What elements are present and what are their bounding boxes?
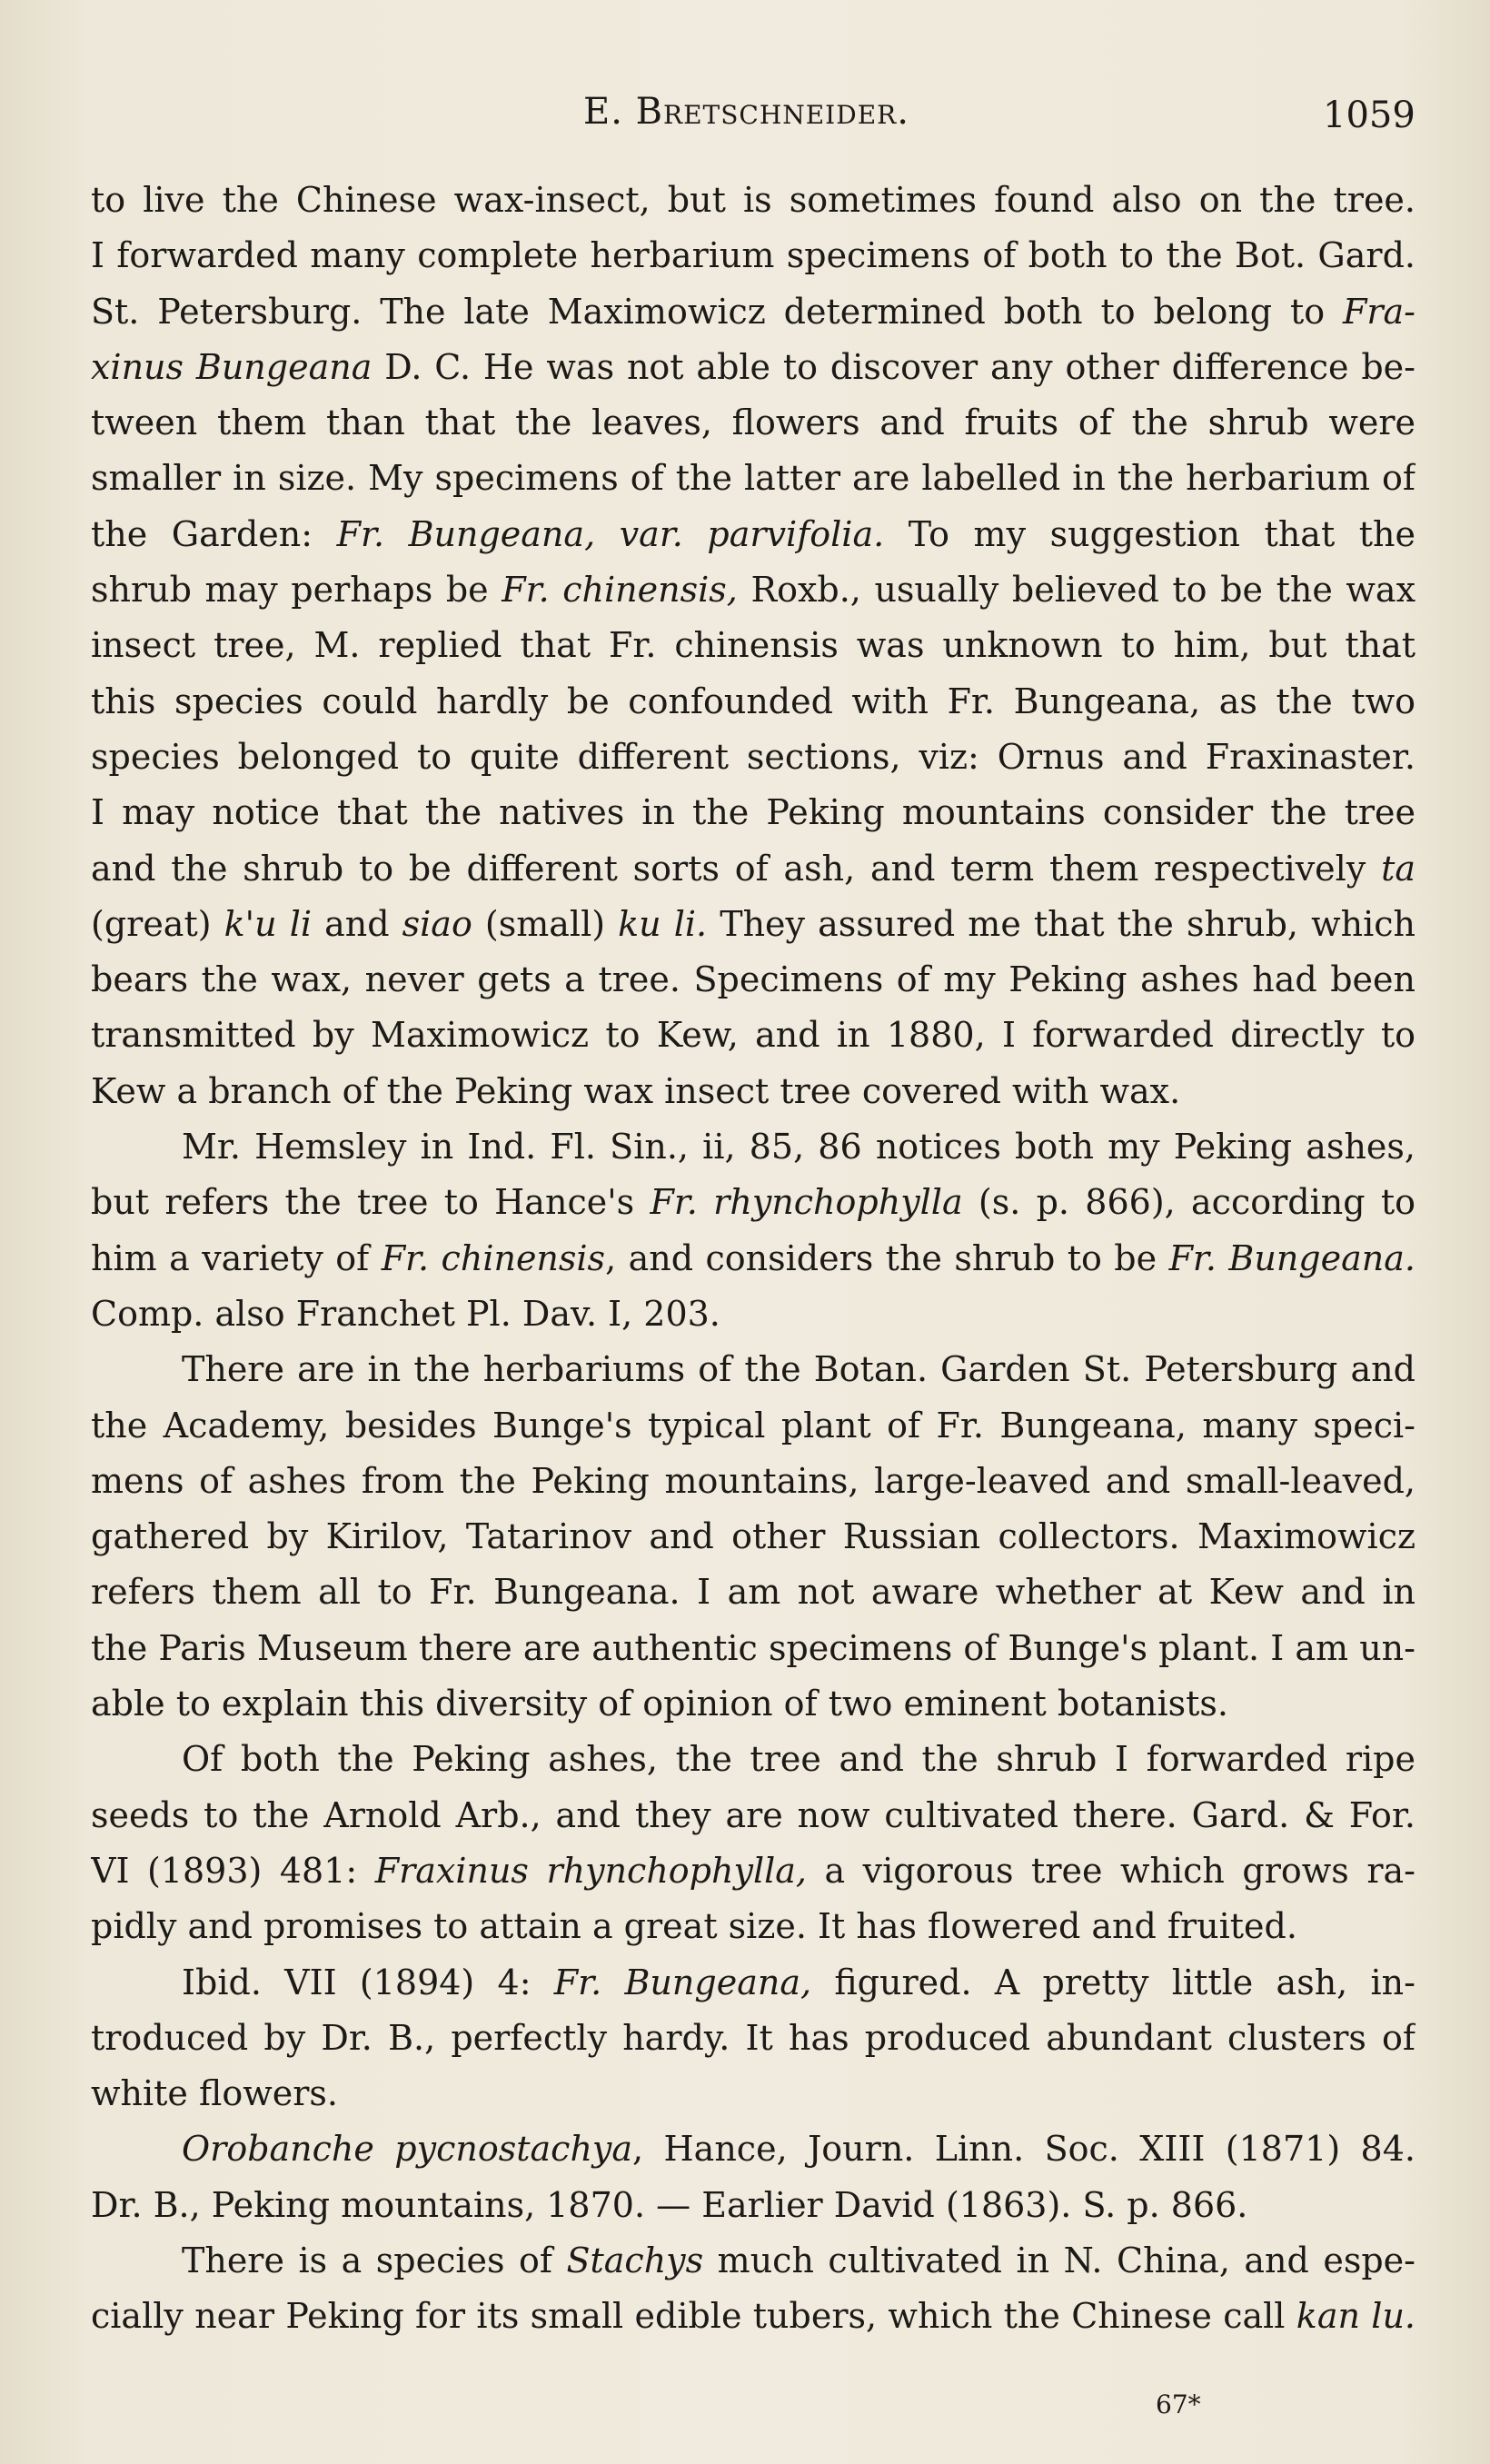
paragraph-ibid bbox=[91, 1955, 1416, 2122]
text-line: tween them than that the leaves, flowers and fruits of the shrub were bbox=[91, 402, 1416, 443]
italic-taxon: Fra- bbox=[1342, 291, 1416, 332]
italic-term: kan lu. bbox=[1296, 2296, 1416, 2337]
body-text bbox=[91, 173, 1416, 2345]
text-line: this species could hardly be confounded with Fr. Bungeana, as the two bbox=[91, 681, 1416, 721]
text-line: Of both the Peking ashes, the tree and the shrub I forwarded ripe bbox=[182, 1739, 1416, 1780]
text-line: Ibid. VII (1894) 4: Fr. Bungeana, figured. A pretty little ash, in- bbox=[182, 1962, 1416, 2002]
page-number: 1059 bbox=[1323, 94, 1416, 136]
text-line: There is a species of Stachys much cultivated in N. China, and espe- bbox=[182, 2240, 1416, 2280]
text-line: xinus Bungeana D. C. He was not able to discover any other difference be- bbox=[91, 346, 1416, 387]
text-line: mens of ashes from the Peking mountains, large-leaved and small-leaved, bbox=[91, 1460, 1416, 1501]
paragraph-stachys bbox=[91, 2233, 1416, 2345]
text-line: Dr. B., Peking mountains, 1870. — Earlier David (1863). S. p. 866. bbox=[91, 2184, 1248, 2225]
italic-taxon: Stachys bbox=[566, 2240, 704, 2280]
text-line: seeds to the Arnold Arb., and they are now cultivated there. Gard. & For. bbox=[91, 1794, 1416, 1835]
text-line: bears the wax, never gets a tree. Specimens of my Peking ashes had been bbox=[91, 959, 1416, 1000]
italic-taxon: Fr. chinensis, bbox=[502, 570, 738, 611]
text-line: species belonged to quite different sections, viz: Ornus and Fraxinaster. bbox=[91, 736, 1416, 777]
text-line: him a variety of Fr. chinensis, and considers the shrub to be Fr. Bungeana. bbox=[91, 1237, 1416, 1278]
running-head: E. Bretschneider. bbox=[583, 91, 909, 133]
text-line: gathered by Kirilov, Tatarinov and other Russian collectors. Maximowicz bbox=[91, 1516, 1416, 1557]
text-line: white flowers. bbox=[91, 2073, 338, 2114]
italic-taxon: Fr. chinensis bbox=[381, 1237, 606, 1278]
text-line: the Paris Museum there are authentic specimens of Bunge's plant. I am un- bbox=[91, 1627, 1416, 1668]
paragraph-wax-ash bbox=[91, 173, 1416, 1119]
italic-taxon: xinus Bungeana bbox=[91, 346, 372, 387]
text-line: St. Petersburg. The late Maximowicz determined both to belong to Fra- bbox=[91, 291, 1416, 332]
italic-taxon: Fr. Bungeana. bbox=[1168, 1237, 1416, 1278]
text-line: to live the Chinese wax-insect, but is sometimes found also on the tree. bbox=[91, 180, 1416, 220]
text-line: There are in the herbariums of the Botan. Garden St. Petersburg and bbox=[182, 1349, 1416, 1390]
text-line: refers them all to Fr. Bungeana. I am not aware whether at Kew and in bbox=[91, 1572, 1416, 1613]
italic-term: ta bbox=[1381, 848, 1416, 889]
italic-taxon: Fr. Bungeana, bbox=[553, 1962, 812, 2002]
text-line: I forwarded many complete herbarium specimens of both to the Bot. Gard. bbox=[91, 235, 1416, 276]
italic-taxon: Fraxinus rhynchophylla, bbox=[374, 1850, 807, 1891]
italic-term: k'u li bbox=[224, 903, 312, 944]
text-line: insect tree, M. replied that Fr. chinensis was unknown to him, but that bbox=[91, 625, 1416, 666]
italic-taxon: Fr. Bungeana, var. parvifolia. bbox=[336, 513, 885, 554]
italic-taxon: Orobanche pycnostachya bbox=[182, 2129, 633, 2170]
italic-term: siao bbox=[402, 903, 472, 944]
text-line: able to explain this diversity of opinion of two eminent botanists. bbox=[91, 1684, 1229, 1724]
text-line: Comp. also Franchet Pl. Dav. I, 203. bbox=[91, 1293, 720, 1334]
text-line: smaller in size. My specimens of the latter are labelled in the herbarium of bbox=[91, 458, 1416, 499]
text-line: Orobanche pycnostachya, Hance, Journ. Linn. Soc. XIII (1871) 84. bbox=[182, 2129, 1416, 2170]
text-line: cially near Peking for its small edible tubers, which the Chinese call kan lu. bbox=[91, 2296, 1416, 2337]
text-line: shrub may perhaps be Fr. chinensis, Roxb., usually believed to be the wax bbox=[91, 570, 1416, 611]
text-line: but refers the tree to Hance's Fr. rhynchophylla (s. p. 866), according to bbox=[91, 1182, 1416, 1223]
paragraph-hemsley bbox=[91, 1119, 1416, 1342]
text-line: Kew a branch of the Peking wax insect tree covered with wax. bbox=[91, 1070, 1181, 1111]
text-line: (great) k'u li and siao (small) ku li. They assured me that the shrub, which bbox=[91, 903, 1416, 944]
text-line: troduced by Dr. B., perfectly hardy. It has produced abundant clusters of bbox=[91, 2017, 1416, 2058]
text-line: the Academy, besides Bunge's typical plant of Fr. Bungeana, many speci- bbox=[91, 1405, 1416, 1446]
text-line: transmitted by Maximowicz to Kew, and in 1880, I forwarded directly to bbox=[91, 1015, 1416, 1056]
paragraph-orobanche bbox=[91, 2121, 1416, 2233]
text-line: Mr. Hemsley in Ind. Fl. Sin., ii, 85, 86 notices both my Peking ashes, bbox=[182, 1127, 1416, 1167]
text-line: the Garden: Fr. Bungeana, var. parvifolia. To my suggestion that the bbox=[91, 513, 1416, 554]
text-line: and the shrub to be different sorts of ash, and term them respectively ta bbox=[91, 848, 1416, 889]
text-line: pidly and promises to attain a great size. It has flowered and fruited. bbox=[91, 1906, 1297, 1947]
paragraph-arnold bbox=[91, 1732, 1416, 1954]
page-header bbox=[0, 91, 1490, 145]
signature-mark: 67* bbox=[1156, 2389, 1201, 2419]
italic-term: ku li. bbox=[618, 903, 708, 944]
paragraph-herbariums bbox=[91, 1342, 1416, 1732]
text-line: VI (1893) 481: Fraxinus rhynchophylla, a vigorous tree which grows ra- bbox=[91, 1850, 1416, 1891]
text-line: I may notice that the natives in the Peking mountains consider the tree bbox=[91, 792, 1416, 833]
italic-taxon: Fr. rhynchophylla bbox=[650, 1182, 963, 1223]
